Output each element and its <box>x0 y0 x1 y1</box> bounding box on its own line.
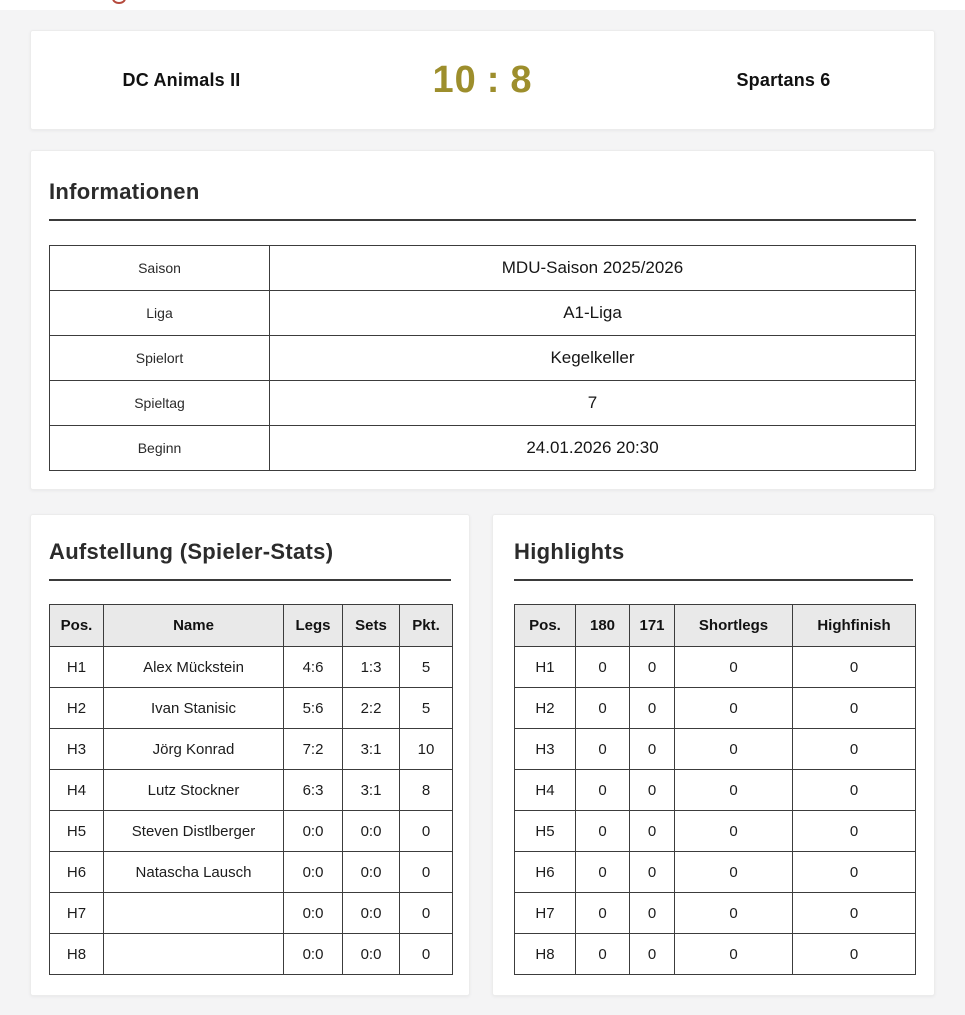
table-cell: 0 <box>793 893 916 934</box>
info-value: 24.01.2026 20:30 <box>270 426 916 471</box>
table-cell: 8 <box>400 770 453 811</box>
scoreboard-card <box>30 30 935 130</box>
lineup-section-title: Aufstellung (Spieler-Stats) <box>49 539 334 564</box>
info-row <box>50 426 916 471</box>
table-cell: 0 <box>675 770 793 811</box>
highlights-table-body <box>515 647 916 975</box>
table-cell: H5 <box>515 811 576 852</box>
column-header: 171 <box>630 605 675 647</box>
table-cell: H7 <box>515 893 576 934</box>
table-cell: 0 <box>576 811 630 852</box>
table-cell: 0 <box>630 811 675 852</box>
info-label: Saison <box>50 246 270 291</box>
table-cell <box>104 934 284 975</box>
table-cell: H8 <box>50 934 104 975</box>
table-row <box>515 934 916 975</box>
lineup-table-body <box>50 647 453 975</box>
table-cell: 0 <box>630 770 675 811</box>
cutoff-red-icon <box>112 0 126 4</box>
table-cell: 5:6 <box>284 688 343 729</box>
highlights-section-title: Highlights <box>514 539 625 564</box>
table-cell: H7 <box>50 893 104 934</box>
table-cell: 0 <box>576 688 630 729</box>
table-cell: 0 <box>675 852 793 893</box>
table-cell: 0:0 <box>343 934 400 975</box>
table-cell: 7:2 <box>284 729 343 770</box>
table-cell: 0 <box>793 852 916 893</box>
table-cell: 0 <box>400 852 453 893</box>
table-cell: H2 <box>515 688 576 729</box>
table-cell: 1:3 <box>343 647 400 688</box>
table-cell: H4 <box>515 770 576 811</box>
table-cell: H6 <box>50 852 104 893</box>
table-cell: 0 <box>675 811 793 852</box>
info-section-title: Informationen <box>49 179 200 204</box>
table-cell: 2:2 <box>343 688 400 729</box>
table-cell: H8 <box>515 934 576 975</box>
table-cell: 0 <box>675 934 793 975</box>
table-cell: 0:0 <box>343 893 400 934</box>
lineup-table <box>49 604 453 975</box>
table-cell: 0 <box>576 770 630 811</box>
table-cell: 0:0 <box>284 934 343 975</box>
table-cell <box>104 893 284 934</box>
table-row <box>50 729 453 770</box>
table-cell: 0 <box>630 852 675 893</box>
table-cell: 5 <box>400 647 453 688</box>
info-row <box>50 246 916 291</box>
table-cell: H2 <box>50 688 104 729</box>
table-cell: 0:0 <box>284 852 343 893</box>
table-row <box>50 934 453 975</box>
table-cell: 0 <box>576 893 630 934</box>
table-cell: Natascha Lausch <box>104 852 284 893</box>
table-row <box>515 688 916 729</box>
lineup-header-row <box>50 605 453 647</box>
table-cell: 0:0 <box>343 852 400 893</box>
table-cell: 3:1 <box>343 729 400 770</box>
column-header: Legs <box>284 605 343 647</box>
column-header: Shortlegs <box>675 605 793 647</box>
table-row <box>515 729 916 770</box>
table-row <box>515 770 916 811</box>
table-cell: 0 <box>576 934 630 975</box>
table-cell: 0 <box>675 729 793 770</box>
lineup-card <box>30 514 470 996</box>
table-cell: 5 <box>400 688 453 729</box>
table-cell: 0 <box>793 647 916 688</box>
lineup-title-rule <box>49 579 451 581</box>
table-cell: 0 <box>793 729 916 770</box>
table-cell: 0 <box>630 688 675 729</box>
table-cell: 10 <box>400 729 453 770</box>
table-cell: 0 <box>675 688 793 729</box>
table-row <box>515 647 916 688</box>
info-table <box>49 245 916 471</box>
highlights-header-row <box>515 605 916 647</box>
info-label: Spieltag <box>50 381 270 426</box>
table-row <box>50 852 453 893</box>
table-cell: 0 <box>793 770 916 811</box>
table-cell: 0 <box>793 934 916 975</box>
table-row <box>515 852 916 893</box>
page-top-band <box>0 0 965 10</box>
table-cell: 0 <box>576 729 630 770</box>
table-cell: Jörg Konrad <box>104 729 284 770</box>
column-header: Pos. <box>50 605 104 647</box>
table-cell: H3 <box>515 729 576 770</box>
info-row <box>50 336 916 381</box>
table-cell: 4:6 <box>284 647 343 688</box>
table-cell: 3:1 <box>343 770 400 811</box>
away-score: 8 <box>510 58 533 101</box>
highlights-title-rule <box>514 579 913 581</box>
table-row <box>50 688 453 729</box>
match-score <box>332 59 633 102</box>
column-header: Pos. <box>515 605 576 647</box>
info-label: Beginn <box>50 426 270 471</box>
table-cell: H1 <box>515 647 576 688</box>
table-row <box>515 893 916 934</box>
table-cell: H6 <box>515 852 576 893</box>
away-team-name: Spartans 6 <box>736 69 831 90</box>
table-row <box>50 811 453 852</box>
table-cell: 0:0 <box>284 811 343 852</box>
table-cell: H1 <box>50 647 104 688</box>
table-row <box>50 647 453 688</box>
table-row <box>50 770 453 811</box>
table-cell: 0 <box>400 811 453 852</box>
table-cell: H5 <box>50 811 104 852</box>
table-cell: 0 <box>793 811 916 852</box>
info-value: A1-Liga <box>270 291 916 336</box>
column-header: 180 <box>576 605 630 647</box>
table-cell: 0 <box>630 893 675 934</box>
info-value: 7 <box>270 381 916 426</box>
column-header: Sets <box>343 605 400 647</box>
column-header: Highfinish <box>793 605 916 647</box>
table-row <box>50 893 453 934</box>
info-label: Liga <box>50 291 270 336</box>
table-cell: H3 <box>50 729 104 770</box>
table-cell: 0 <box>576 852 630 893</box>
table-cell: 0 <box>793 688 916 729</box>
table-cell: 0 <box>400 934 453 975</box>
home-score: 10 <box>432 58 477 101</box>
table-cell: Alex Mückstein <box>104 647 284 688</box>
column-header: Pkt. <box>400 605 453 647</box>
home-team-name: DC Animals II <box>122 69 241 90</box>
info-label: Spielort <box>50 336 270 381</box>
info-value: MDU-Saison 2025/2026 <box>270 246 916 291</box>
info-card <box>30 150 935 490</box>
info-value: Kegelkeller <box>270 336 916 381</box>
highlights-card <box>492 514 935 996</box>
table-cell: 0 <box>400 893 453 934</box>
info-table-body <box>50 246 916 471</box>
table-cell: 0:0 <box>284 893 343 934</box>
table-cell: 0 <box>675 893 793 934</box>
table-cell: Ivan Stanisic <box>104 688 284 729</box>
score-separator: : <box>486 58 501 101</box>
info-row <box>50 381 916 426</box>
table-cell: 0:0 <box>343 811 400 852</box>
table-row <box>515 811 916 852</box>
table-cell: H4 <box>50 770 104 811</box>
highlights-table <box>514 604 916 975</box>
table-cell: 0 <box>630 647 675 688</box>
info-title-rule <box>49 219 916 221</box>
table-cell: 0 <box>630 729 675 770</box>
table-cell: 0 <box>576 647 630 688</box>
column-header: Name <box>104 605 284 647</box>
table-cell: 6:3 <box>284 770 343 811</box>
table-cell: Steven Distlberger <box>104 811 284 852</box>
table-cell: 0 <box>630 934 675 975</box>
table-cell: 0 <box>675 647 793 688</box>
table-cell: Lutz Stockner <box>104 770 284 811</box>
info-row <box>50 291 916 336</box>
